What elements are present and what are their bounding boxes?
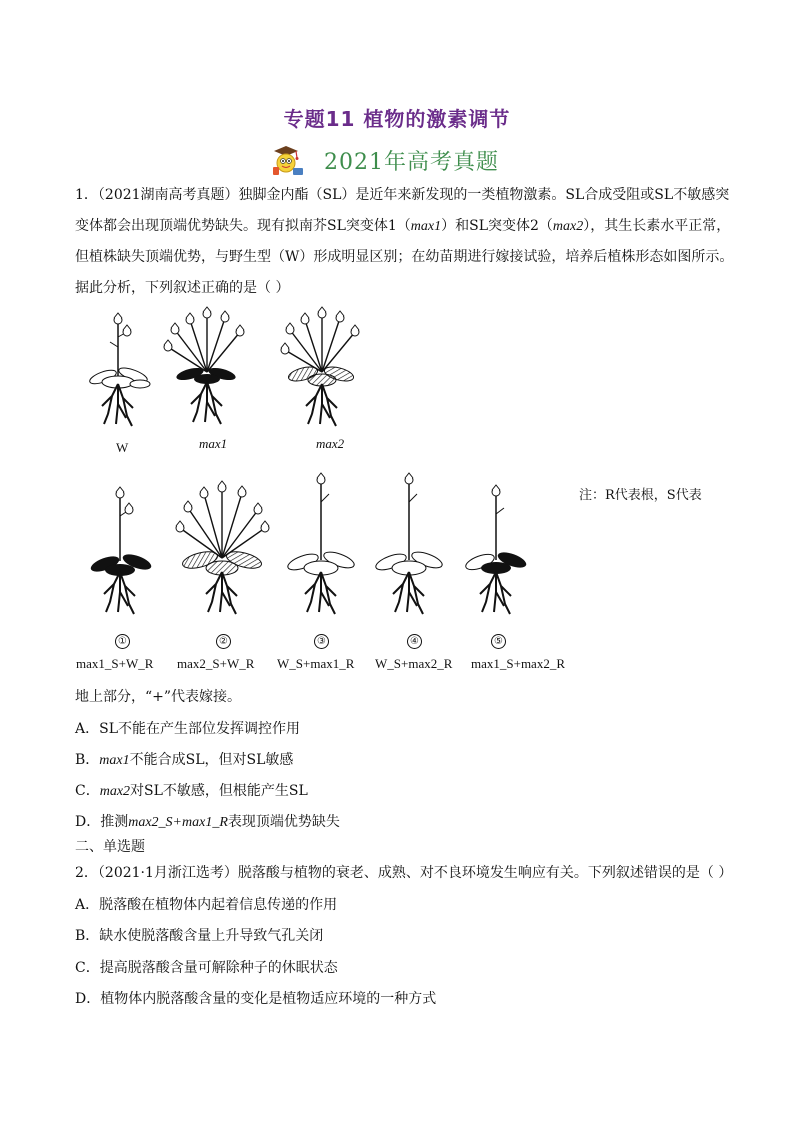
section-heading: 二、单选题 (75, 839, 145, 855)
q1-stem-line-1: 1．（2021湖南高考真题）独脚金内酯（SL）是近年来新发现的一类植物激素。SL合成受阻或SL不敏感突 (75, 187, 730, 203)
option-text: 不能合成SL，但对SL敏感 (129, 752, 294, 768)
figure-number-4: ④ (407, 634, 422, 649)
q1-option-a: A．SL不能在产生部位发挥调控作用 (75, 721, 300, 737)
figure-label-w: W (116, 440, 129, 455)
mascot-logo-icon (270, 143, 312, 177)
option-text: 表现顶端优势缺失 (227, 814, 340, 830)
q2-option-d: D．植物体内脱落酸含量的变化是植物适应环境的一种方式 (75, 991, 437, 1007)
plant-figure-graft-3 (285, 472, 360, 627)
figure-number-1: ① (115, 634, 130, 649)
figure-label-graft-3: W_S+max1_R (277, 656, 355, 671)
q1-stem-text: ），其生长素水平正常， (583, 218, 731, 234)
page-title: 专题11 植物的激素调节 (283, 107, 511, 131)
q1-option-d (75, 811, 340, 831)
figure-label-graft-4: W_S+max2_R (375, 656, 453, 671)
q1-term-max2: max2 (552, 219, 584, 234)
figure-number-2: ② (216, 634, 231, 649)
figure-number-5: ⑤ (491, 634, 506, 649)
option-term: max1 (99, 753, 130, 768)
plant-figure-graft-5 (460, 484, 535, 626)
q2-option-b: B．缺水使脱落酸含量上升导致气孔关闭 (75, 928, 324, 944)
q2-stem: 2．（2021·1月浙江选考）脱落酸与植物的衰老、成熟、对不良环境发生响应有关。下列叙述错误的是（ ） (75, 865, 733, 881)
plant-figure-w (85, 312, 160, 427)
figure-note-continued: 地上部分，“+”代表嫁接。 (75, 689, 242, 705)
q1-stem-line-4: 据此分析，下列叙述正确的是（ ） (75, 280, 290, 296)
figure-label-graft-1: max1_S+W_R (76, 656, 154, 671)
figure-label-graft-2: max2_S+W_R (177, 656, 255, 671)
q1-stem-text: 变体都会出现顶端优势缺失。现有拟南芥SL突变体1（ (75, 218, 411, 234)
q1-stem-line-2 (75, 215, 730, 235)
figure-note: 注：R代表根，S代表 (579, 488, 702, 503)
q1-term-max1: max1 (410, 219, 442, 234)
figure-number-3: ③ (314, 634, 329, 649)
option-prefix: C． (75, 783, 100, 799)
figure-label-max1: max1 (199, 436, 228, 451)
option-term: max2 (99, 784, 131, 799)
q1-option-b (75, 749, 293, 769)
q1-stem-text: ）和SL突变体2（ (441, 218, 553, 234)
q1-option-c (75, 780, 308, 800)
figure-label-max2: max2 (316, 436, 345, 451)
option-prefix: B． (75, 752, 100, 768)
option-term: max2_S+max1_R (128, 815, 228, 830)
q1-stem-line-3: 但植株缺失顶端优势，与野生型（W）形成明显区别；在幼苗期进行嫁接试验，培养后植株形态如图所示。 (75, 249, 734, 265)
option-text: 对SL不敏感，但根能产生SL (130, 783, 308, 799)
plant-figure-graft-1 (85, 486, 160, 626)
page-subtitle: 2021年高考真题 (324, 149, 499, 175)
subtitle-row (270, 143, 499, 177)
plant-figure-max2 (275, 302, 370, 427)
figure-label-graft-5: max1_S+max2_R (471, 656, 565, 671)
q2-option-c: C．提高脱落酸含量可解除种子的休眠状态 (75, 960, 338, 976)
plant-figure-max1 (160, 302, 255, 427)
plant-figure-graft-4 (373, 472, 448, 627)
plant-figure-graft-2 (170, 478, 275, 628)
q2-option-a: A．脱落酸在植物体内起着信息传递的作用 (75, 897, 338, 913)
option-prefix: D．推测 (75, 814, 129, 830)
